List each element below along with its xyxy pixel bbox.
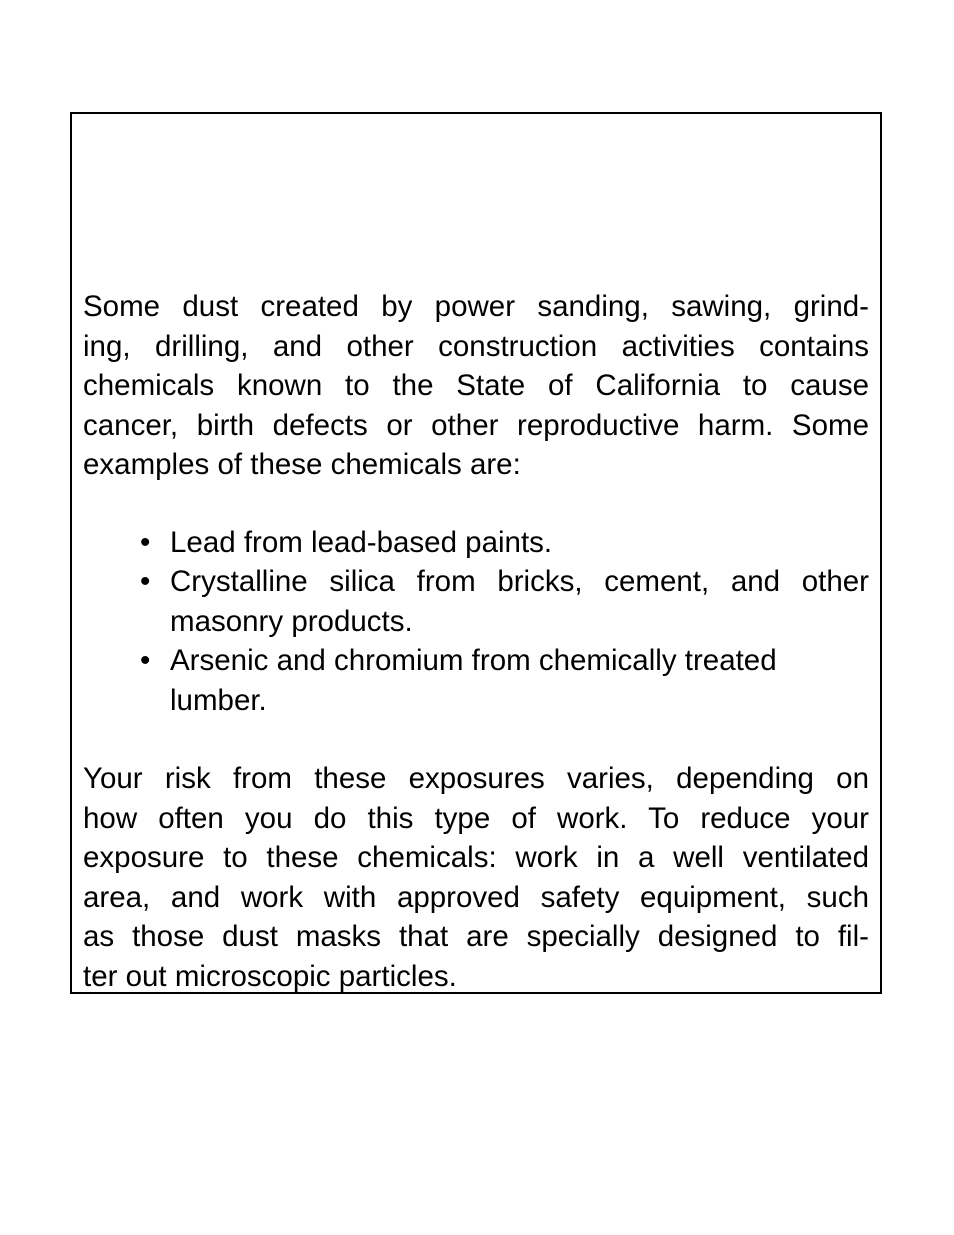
intro-line: Some dust created by power sanding, sawing, grind- <box>83 290 869 323</box>
list-item <box>140 641 869 720</box>
closing-line: Your risk from these exposures varies, depending on <box>83 762 869 795</box>
bullet-icon: • <box>140 644 151 677</box>
warning-notice-box <box>70 112 882 994</box>
closing-paragraph <box>83 759 869 996</box>
list-item <box>140 562 869 641</box>
bullet-icon: • <box>140 525 151 559</box>
list-item-text: Crystalline silica from bricks, cement, and other <box>170 565 869 598</box>
list-item-text: Lead from lead-based paints. <box>170 525 553 559</box>
intro-line: examples of these chemicals are: <box>83 448 521 481</box>
closing-line: how often you do this type of work. To reduce your <box>83 801 869 835</box>
list-item <box>140 523 869 563</box>
intro-line: chemicals known to the State of California to cause <box>83 369 869 402</box>
list-item-text: lumber. <box>170 683 267 717</box>
closing-line: area, and work with approved safety equipment, such <box>83 880 869 914</box>
warning-notice-content <box>83 287 869 996</box>
list-item-text: masonry products. <box>170 604 413 638</box>
list-item-text: Arsenic and chromium from chemically treated <box>170 644 777 677</box>
chemical-examples-list <box>83 523 869 721</box>
closing-line: as those dust masks that are specially designed to fil- <box>83 920 869 953</box>
intro-line: ing, drilling, and other construction activities contains <box>83 329 869 363</box>
bullet-icon: • <box>140 565 151 598</box>
closing-line: ter out microscopic particles. <box>83 959 457 993</box>
intro-paragraph <box>83 287 869 485</box>
closing-line: exposure to these chemicals: work in a well ventilated <box>83 841 869 874</box>
intro-line: cancer, birth defects or other reproductive harm. Some <box>83 408 869 442</box>
